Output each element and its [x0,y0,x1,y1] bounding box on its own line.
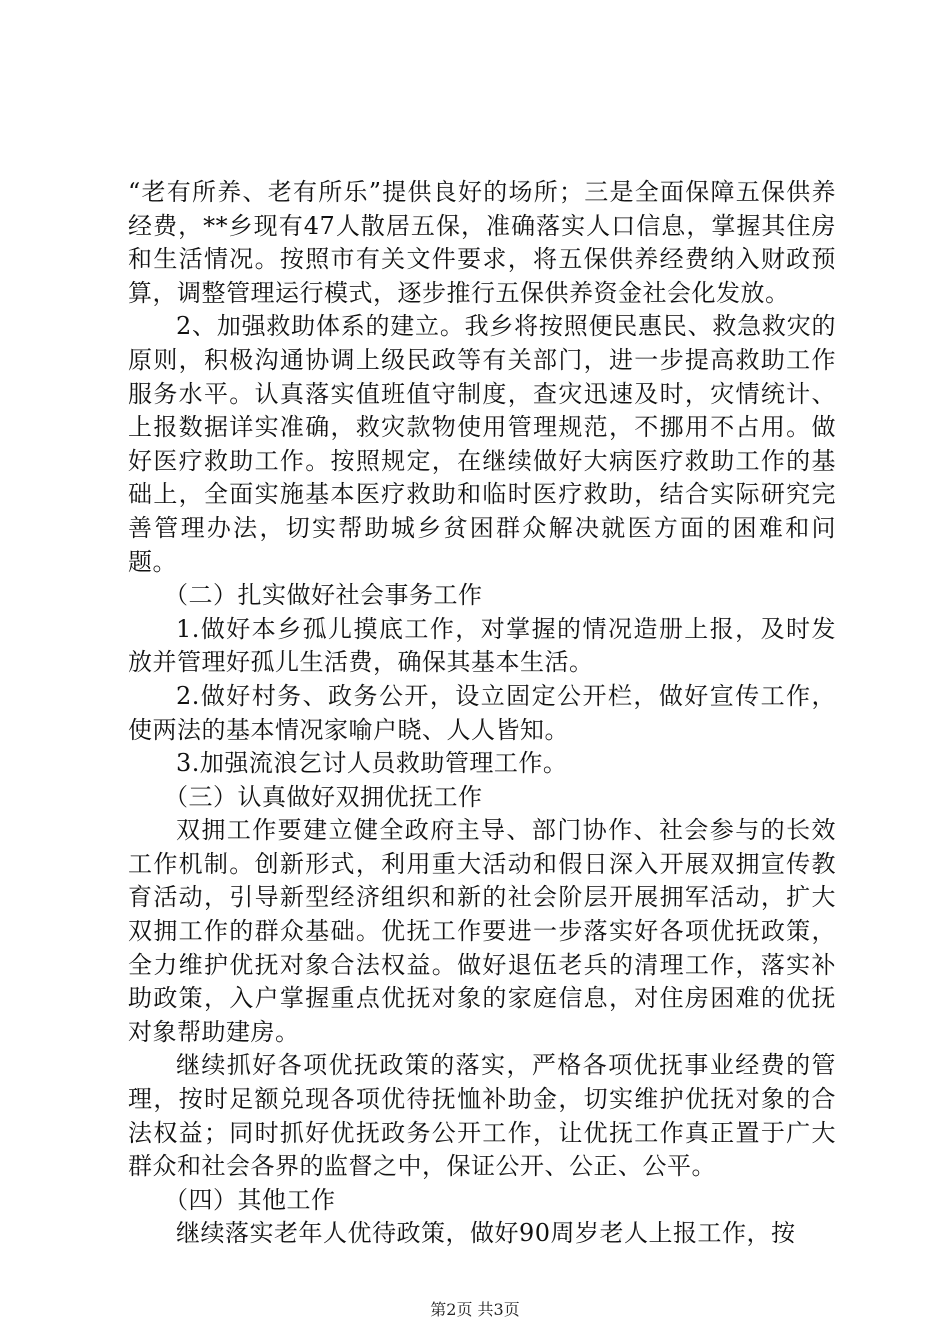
paragraph-public-affairs: 2.做好村务、政务公开，设立固定公开栏，做好宣传工作，使两法的基本情况家喻户晓、人人皆知。 [128,681,836,744]
section-heading-double-support: （三）认真做好双拥优抚工作 [164,782,483,811]
paragraph-elderly-care: “老有所养、老有所乐”提供良好的场所；三是全面保障五保供养经费，**乡现有47人散居五保，准确落实人口信息，掌握其住房和生活情况。按照市有关文件要求，将五保供养经费纳入财政预算，调整管理运行模式，逐步推行五保供养资金社会化发放。 [128,178,836,307]
paragraph-vagrant-relief: 3.加强流浪乞讨人员救助管理工作。 [176,749,568,778]
section-heading-other-work: （四）其他工作 [164,1185,336,1214]
paragraph-elderly-policy: 继续落实老年人优待政策，做好90周岁老人上报工作，按 [176,1219,796,1248]
paragraph-orphan-survey: 1.做好本乡孤儿摸底工作，对掌握的情况造册上报，及时发放并管理好孤儿生活费，确保其基本生活。 [128,614,836,677]
page-number-label: 第2页 共3页 [430,1300,520,1319]
paragraph-preferential-policy: 继续抓好各项优抚政策的落实，严格各项优抚事业经费的管理，按时足额兑现各项优待抚恤补助金，切实维护优抚对象的合法权益；同时抓好优抚政务公开工作，让优抚工作真正置于广大群众和社会各界的监督之中，保证公开、公正、公平。 [128,1051,836,1181]
page-footer [0,1300,950,1320]
paragraph-double-support: 双拥工作要建立健全政府主导、部门协作、社会参与的长效工作机制。创新形式，利用重大活动和假日深入开展双拥宣传教育活动，引导新型经济组织和新的社会阶层开展拥军活动，扩大双拥工作的群众基础。优抚工作要进一步落实好各项优抚政策，全力维护优抚对象合法权益。做好退伍老兵的清理工作，落实补助政策，入户掌握重点优抚对象的家庭信息，对住房困难的优抚对象帮助建房。 [128,816,836,1046]
document-body [128,176,836,1251]
section-heading-social-affairs: （二）扎实做好社会事务工作 [164,581,483,610]
paragraph-relief-system: 2、加强救助体系的建立。我乡将按照便民惠民、救急救灾的原则，积极沟通协调上级民政等有关部门，进一步提高救助工作服务水平。认真落实值班值守制度，查灾迅速及时，灾情统计、上报数据详实准确，救灾款物使用管理规范，不挪用不占用。做好医疗救助工作。按照规定，在继续做好大病医疗救助工作的基础上，全面实施基本医疗救助和临时医疗救助，结合实际研究完善管理办法，切实帮助城乡贫困群众解决就医方面的困难和问题。 [128,312,836,576]
